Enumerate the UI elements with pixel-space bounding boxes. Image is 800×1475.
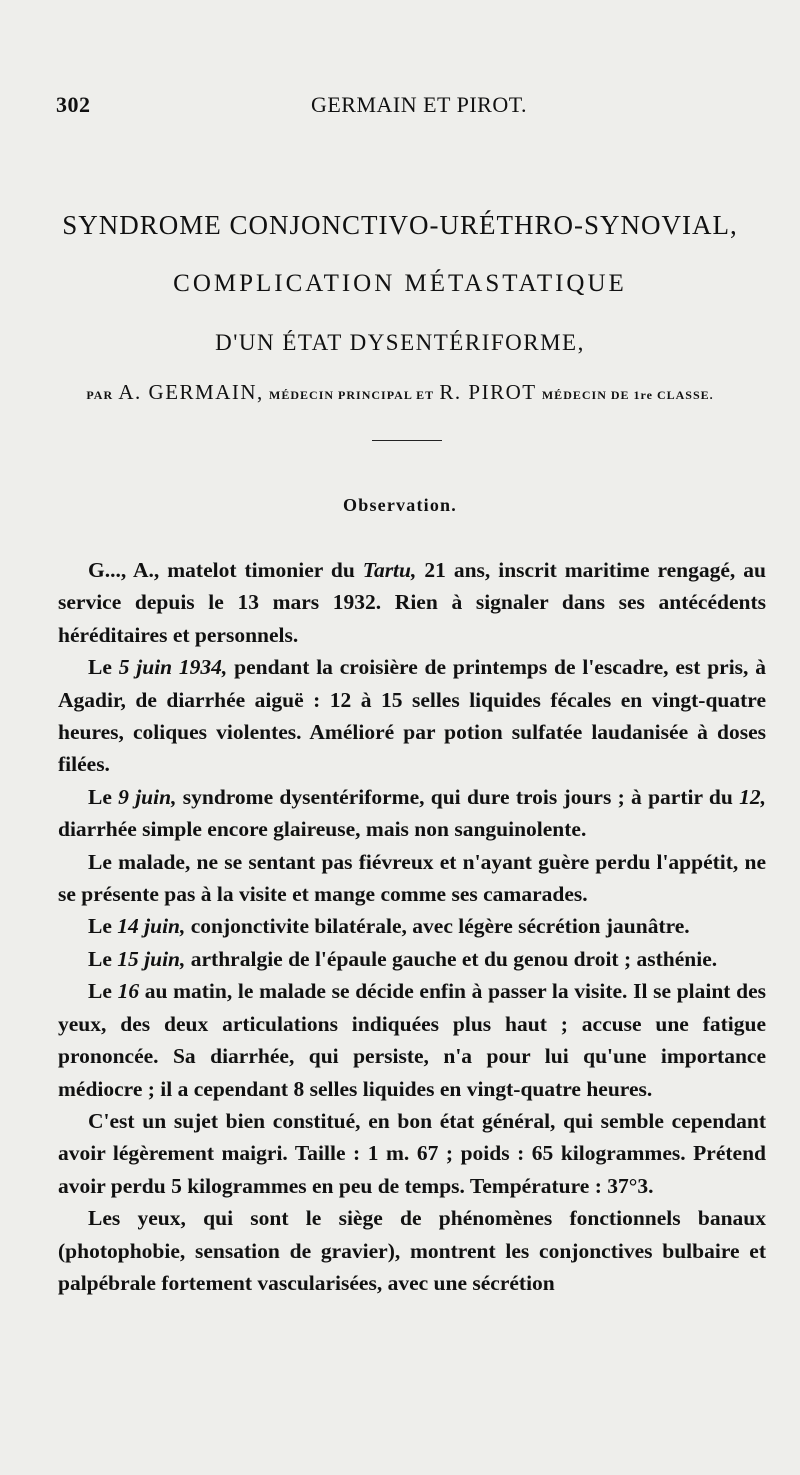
author-germain: A. GERMAIN, xyxy=(118,380,264,404)
article-title-line-3: D'UN ÉTAT DYSENTÉRIFORME, xyxy=(215,330,585,355)
paragraph: Le 16 au matin, le malade se décide enfin à passer la visite. Il se plaint des yeux, des deux articulations indiquées plus haut ; accuse une fatigue prononcée. Sa diarrhée, qui persiste, n'a pour lui qu'une importance médiocre ; il a cependant 8 selles liquides en vingt-quatre heures. xyxy=(58,979,766,1101)
paragraph: Le 5 juin 1934, pendant la croisière de printemps de l'escadre, est pris, à Agadir, de diarrhée aiguë : 12 à 15 selles liquides fécales en vingt-quatre heures, coliques violentes. Amélioré par potion sulfatée laudanisée à doses filées. xyxy=(58,655,766,777)
page-header xyxy=(56,92,744,122)
paragraph: Le 9 juin, syndrome dysentériforme, qui dure trois jours ; à partir du 12, diarrhée simple encore glaireuse, mais non sanguinolente. xyxy=(58,784,766,842)
date: 15 juin, xyxy=(117,946,186,971)
article-title-line-2: COMPLICATION MÉTASTATIQUE xyxy=(173,270,627,297)
title-divider xyxy=(372,440,442,441)
date: 9 juin, xyxy=(118,784,177,809)
paragraph: Le 15 juin, arthralgie de l'épaule gauche et du genou droit ; asthénie. xyxy=(88,946,718,971)
paragraph: C'est un sujet bien constitué, en bon état général, qui semble cependant avoir légèrement maigri. Taille : 1 m. 67 ; poids : 65 kilogrammes. Prétend avoir perdu 5 kilogrammes en peu de temps. Température : 37°3. xyxy=(58,1108,766,1198)
author-pirot-role: MÉDECIN DE 1re CLASSE. xyxy=(541,388,714,402)
article-title-line-1: SYNDROME CONJONCTIVO-URÉTHRO-SYNOVIAL, xyxy=(62,210,738,240)
byline-par: PAR xyxy=(86,388,114,402)
author-germain-role: MÉDECIN PRINCIPAL ET xyxy=(269,388,435,402)
paragraph: G..., A., matelot timonier du Tartu, 21 ans, inscrit maritime rengagé, au service depuis le 13 mars 1932. Rien à signaler dans ses antécédents héréditaires et personnels. xyxy=(58,558,766,647)
ship-name: Tartu, xyxy=(362,558,417,582)
running-head: GERMAIN ET PIROT. xyxy=(310,92,528,117)
paragraph: Le 14 juin, conjonctivite bilatérale, avec légère sécrétion jaunâtre. xyxy=(88,914,690,939)
date: 12, xyxy=(739,784,766,809)
date: 14 juin, xyxy=(117,914,186,939)
page-number: 302 xyxy=(56,92,91,117)
date: 16 xyxy=(117,979,140,1004)
article-body xyxy=(58,554,766,1299)
section-heading: Observation. xyxy=(343,495,457,515)
author-pirot: R. PIROT xyxy=(439,380,537,404)
paragraph: Le malade, ne se sentant pas fiévreux et n'ayant guère perdu l'appétit, ne se présente pas à la visite et mange comme ses camarades. xyxy=(58,849,766,907)
date: 5 juin 1934, xyxy=(118,655,228,680)
author-byline xyxy=(56,380,744,405)
paragraph: Les yeux, qui sont le siège de phénomènes fonctionnels banaux (photophobie, sensation de gravier), montrent les conjonctives bulbaire et palpébrale fortement vascularisées, avec une sécrétion xyxy=(58,1206,766,1295)
